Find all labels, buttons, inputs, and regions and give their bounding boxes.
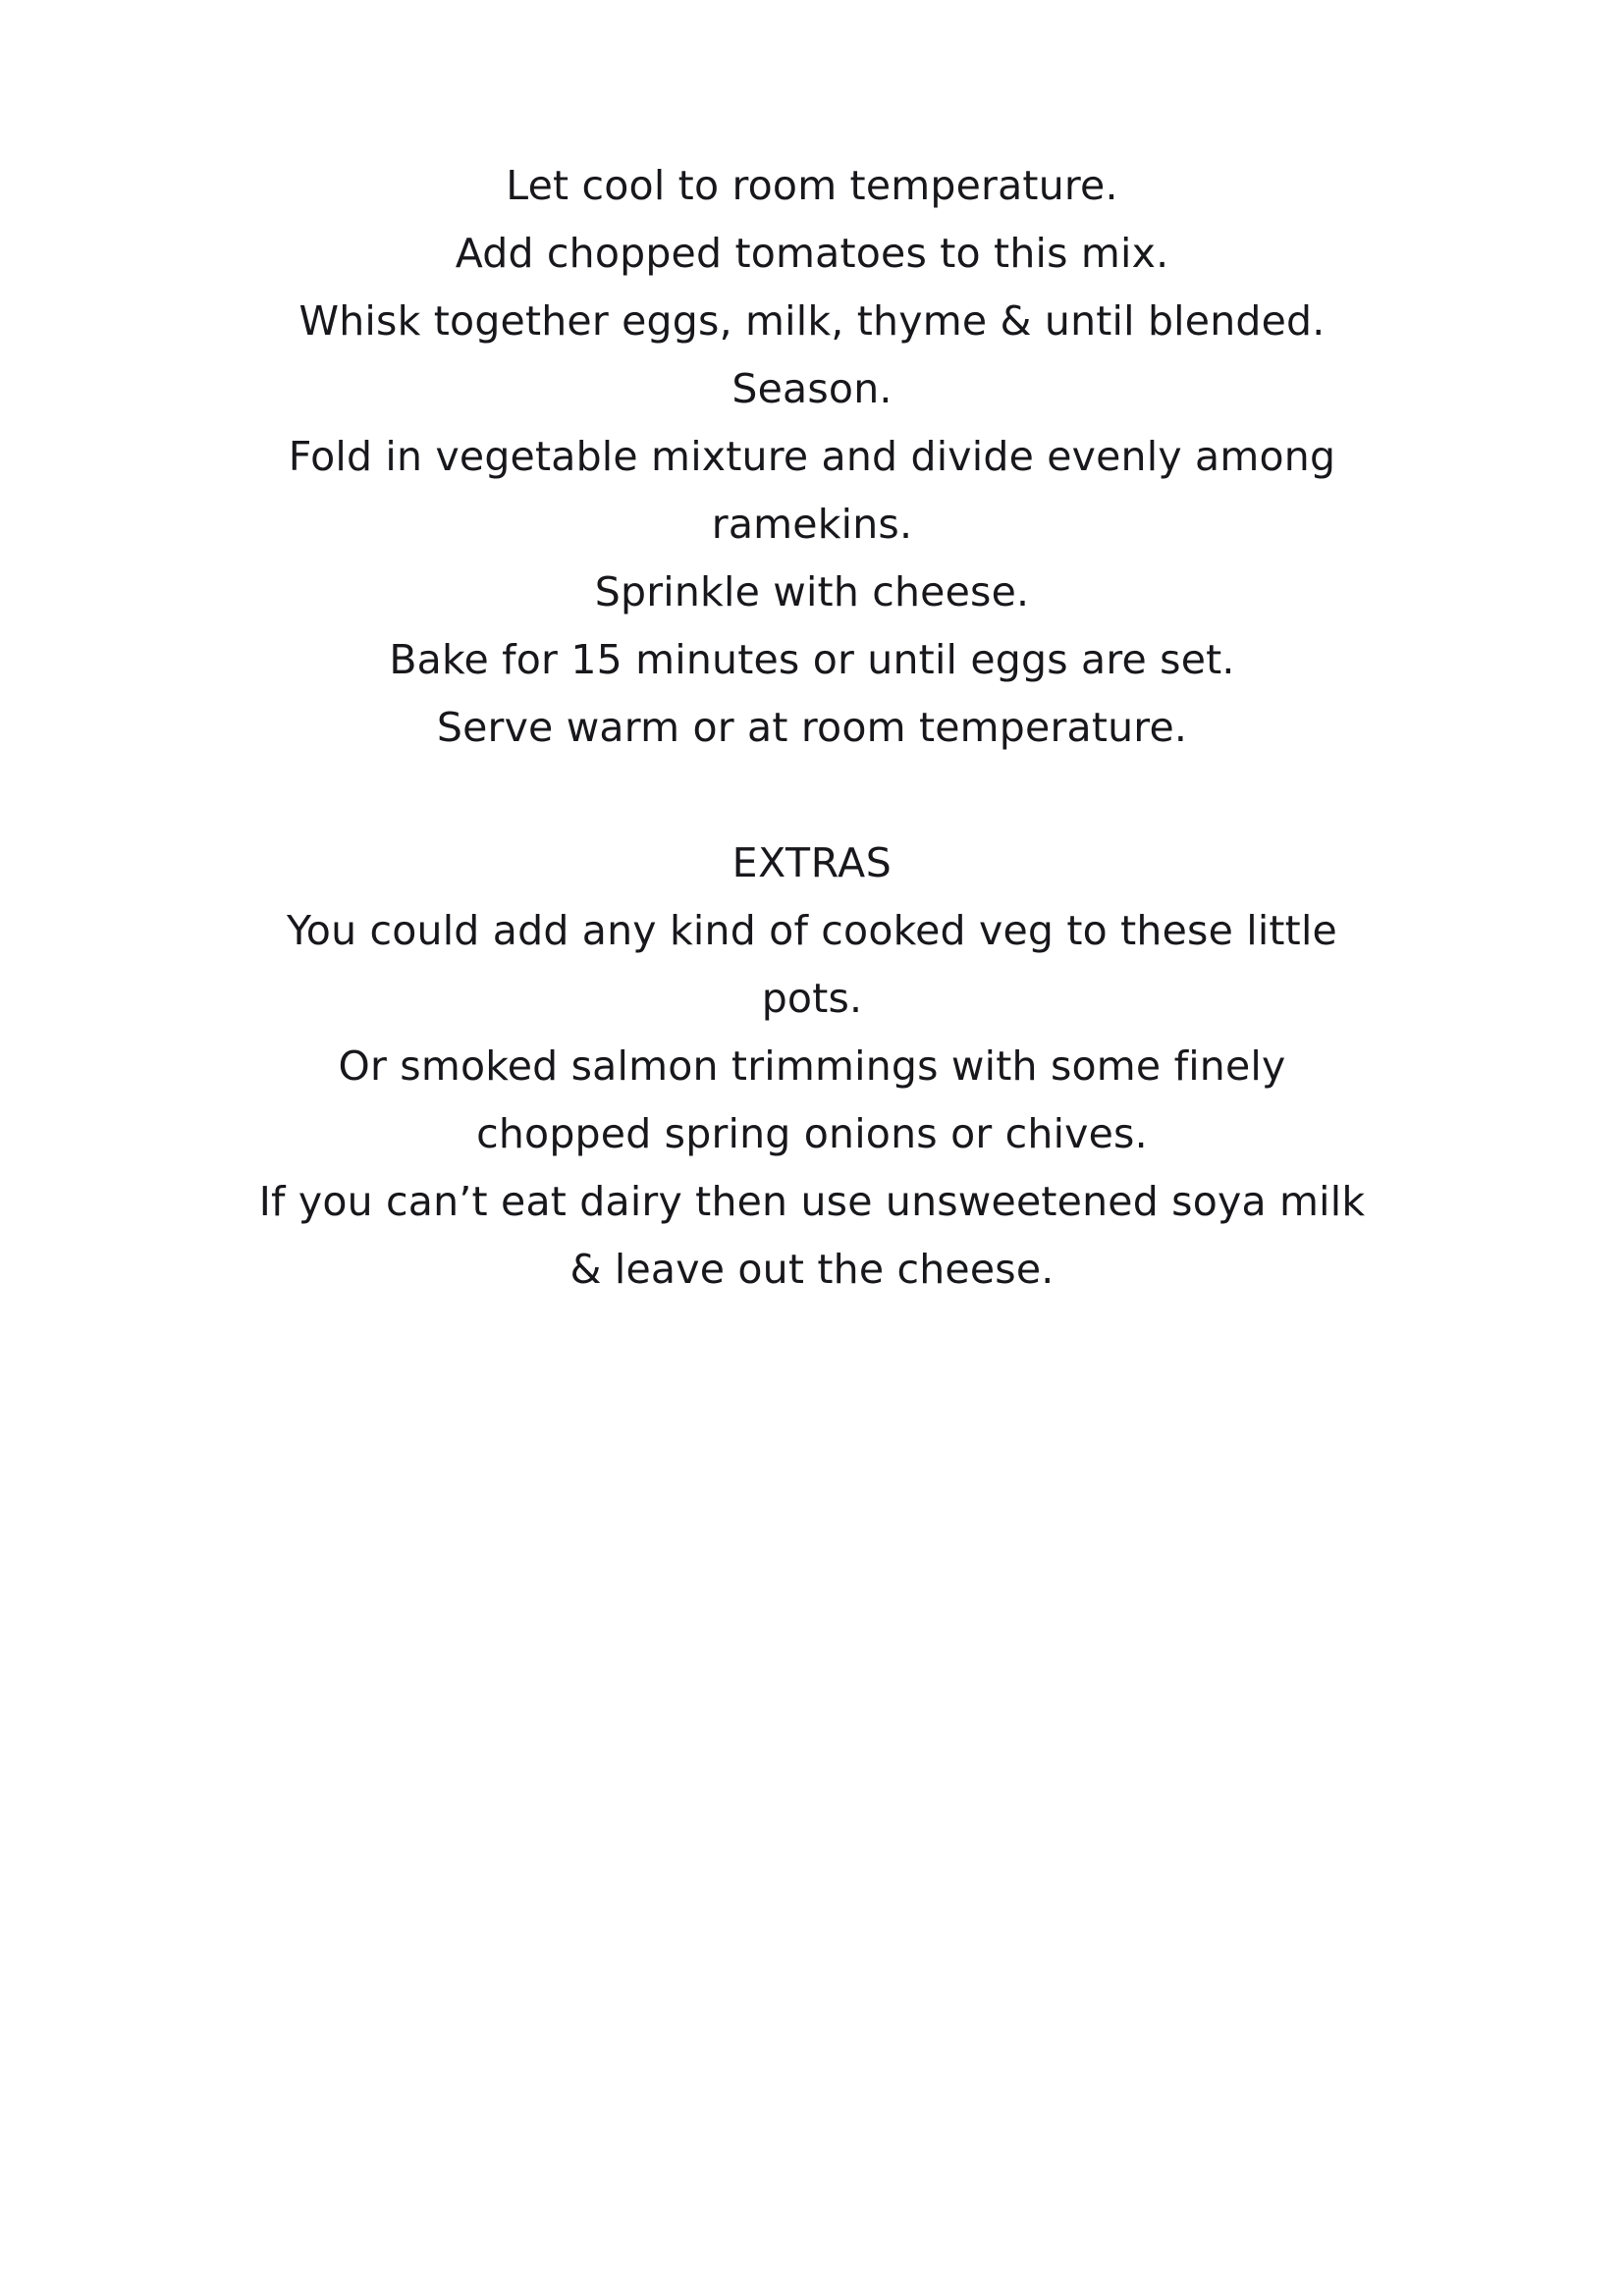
extras-line: If you can’t eat dairy then use unsweetened soya milk	[258, 1178, 1366, 1225]
extras-line: pots.	[761, 975, 863, 1022]
extras-heading: EXTRAS	[731, 839, 893, 886]
method-line: ramekins.	[711, 501, 913, 548]
method-line: Fold in vegetable mixture and divide evenly among	[288, 433, 1336, 480]
method-line: Season.	[731, 365, 893, 412]
method-line: Sprinkle with cheese.	[594, 568, 1030, 615]
extras-line: Or smoked salmon trimmings with some finely	[338, 1042, 1286, 1090]
method-line: Let cool to room temperature.	[506, 162, 1118, 209]
extras-line: & leave out the cheese.	[569, 1246, 1055, 1293]
extras-line: chopped spring onions or chives.	[476, 1110, 1148, 1157]
recipe-text-block	[211, 152, 1413, 1304]
paragraph-spacer	[211, 762, 1413, 829]
extras-line: You could add any kind of cooked veg to these little	[287, 907, 1337, 954]
method-line: Serve warm or at room temperature.	[436, 704, 1188, 751]
method-line: Add chopped tomatoes to this mix.	[455, 230, 1169, 277]
method-line: Bake for 15 minutes or until eggs are set.	[389, 636, 1235, 683]
method-line: Whisk together eggs, milk, thyme & until blended.	[298, 297, 1326, 345]
